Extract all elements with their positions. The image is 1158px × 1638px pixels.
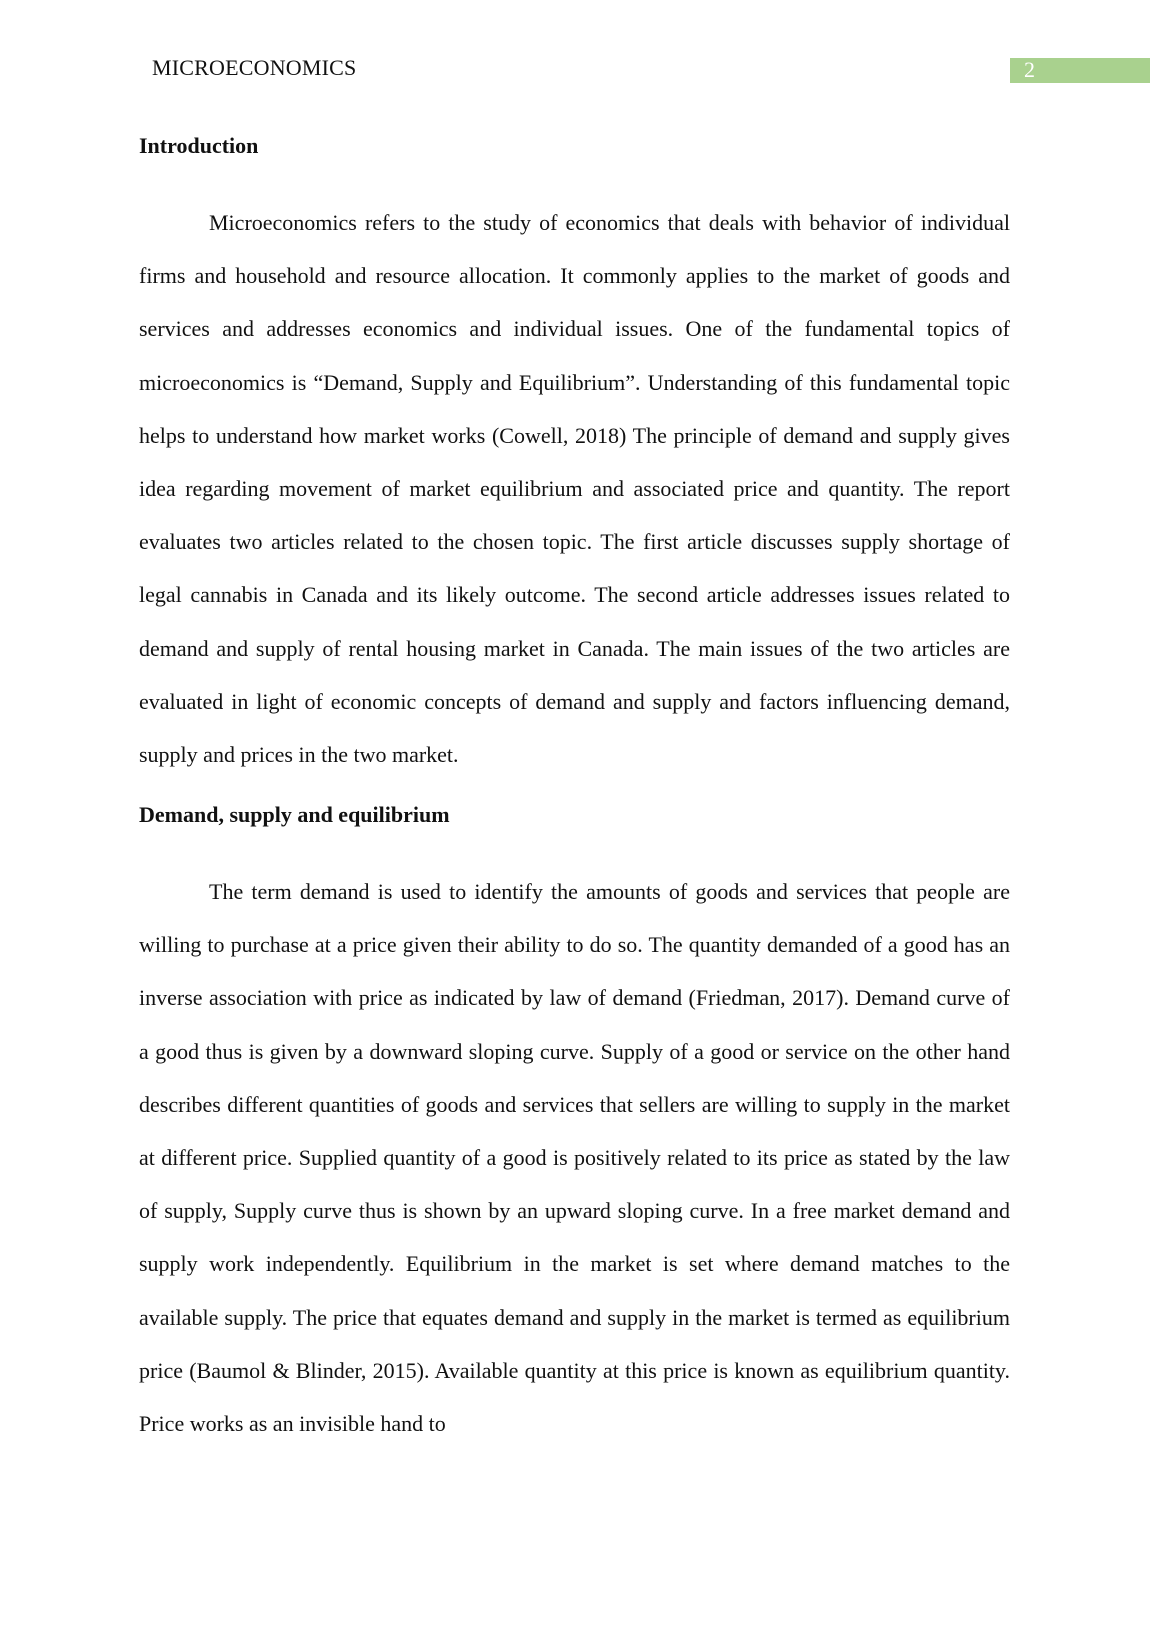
introduction-paragraph: Microeconomics refers to the study of economics that deals with behavior of individual firms and household and resource allocation. It commonly applies to the market of goods and services and addresses economics and individual issues. One of the fundamental topics of microeconomics is “Demand, Supply and Equilibrium”. Understanding of this fundamental topic helps to understand how market works (Cowell, 2018) The principle of demand and supply gives idea regarding movement of market equilibrium and associated price and quantity. The report evaluates two articles related to the chosen topic. The first article discusses supply shortage of legal cannabis in Canada and its likely outcome. The second article addresses issues related to demand and supply of rental housing market in Canada. The main issues of the two articles are evaluated in light of economic concepts of demand and supply and factors influencing demand, supply and prices in the two market.	[139, 210, 1010, 768]
section-heading-demand-supply: Demand, supply and equilibrium	[139, 802, 450, 827]
running-header-title: MICROECONOMICS	[152, 55, 357, 80]
page-number-box	[1010, 58, 1150, 83]
demand-supply-paragraph: The term demand is used to identify the amounts of goods and services that people are willing to purchase at a price given their ability to do so. The quantity demanded of a good has an inverse association with price as indicated by law of demand (Friedman, 2017). Demand curve of a good thus is given by a downward sloping curve. Supply of a good or service on the other hand describes different quantities of goods and services that sellers are willing to supply in the market at different price. Supplied quantity of a good is positively related to its price as stated by the law of supply, Supply curve thus is shown by an upward sloping curve. In a free market demand and supply work independently. Equilibrium in the market is set where demand matches to the available supply. The price that equates demand and supply in the market is termed as equilibrium price (Baumol & Blinder, 2015). Available quantity at this price is known as equilibrium quantity. Price works as an invisible hand to	[139, 879, 1010, 1437]
page-number: 2	[1024, 57, 1035, 82]
section-heading-introduction: Introduction	[139, 133, 259, 158]
